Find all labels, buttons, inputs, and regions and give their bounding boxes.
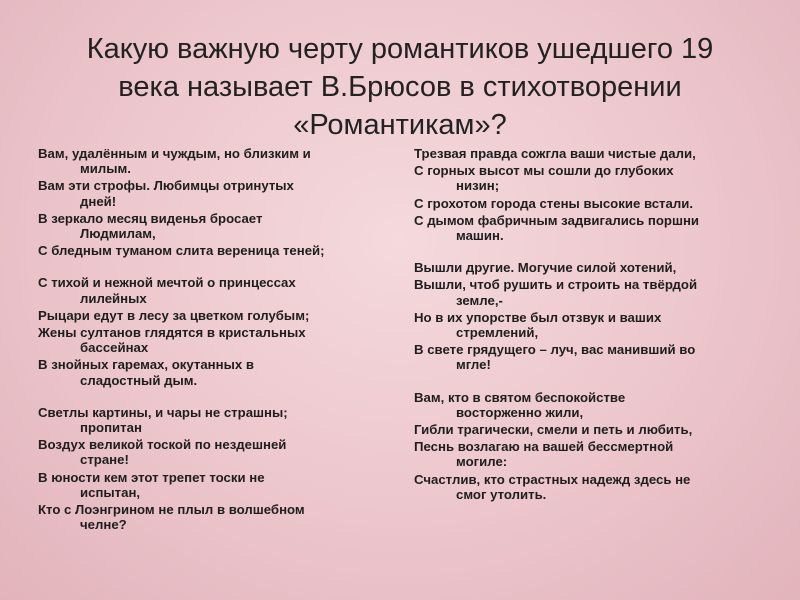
poem-line-text: Счастлив, кто страстных надежд здесь не xyxy=(414,471,691,487)
poem-line-text: Гибли трагически, смели и петь и любить, xyxy=(414,422,693,438)
poem-line-text: Вам, кто в святом беспокойстве xyxy=(414,389,626,405)
title-line-3: «Романтикам»? xyxy=(293,109,507,141)
poem-line xyxy=(38,178,406,208)
poem-line xyxy=(414,390,766,420)
poem-line-continuation: сладостный дым. xyxy=(80,372,198,388)
poem-line-continuation: испытан, xyxy=(80,484,141,500)
poem-line xyxy=(414,163,766,193)
poem-line-text: С горных высот мы сошли до глубоких xyxy=(414,163,674,179)
poem-line xyxy=(414,342,766,372)
poem-line-continuation: Людмилам, xyxy=(80,226,156,242)
poem-line-continuation: лилейных xyxy=(80,290,147,306)
poem-line-text: В свете грядущего – луч, вас манивший во xyxy=(414,342,696,358)
stanza-gap xyxy=(414,375,766,390)
stanza-gap xyxy=(38,260,406,275)
poem-line-continuation: дней! xyxy=(80,193,117,209)
poem-line-text: С грохотом города стены высокие встали. xyxy=(414,195,693,211)
poem-line-text: Вам, удалённым и чуждым, но близким и xyxy=(38,146,311,161)
poem-line-text: Вам эти строфы. Любимцы отринутых xyxy=(38,178,294,194)
poem-line-text: Жены султанов глядятся в кристальных xyxy=(38,325,306,341)
poem-line xyxy=(414,439,766,469)
poem-line-text: Воздух великой тоской по нездешней xyxy=(38,437,287,453)
poem-line-text: Но в их упорстве был отзвук и ваших xyxy=(414,309,662,325)
poem-line xyxy=(38,146,406,176)
poem-line-continuation: стремлений, xyxy=(456,325,539,341)
poem-line-text: Светлы картины, и чары не страшны; xyxy=(38,404,288,420)
poem-line xyxy=(38,275,406,305)
poem-line-text: С бледным туманом слита вереница теней; xyxy=(38,243,325,259)
poem-line-text: В зеркало месяц виденья бросает xyxy=(38,210,263,226)
poem-line-text: Вышли, чтоб рушить и строить на твёрдой xyxy=(414,277,698,293)
poem-line xyxy=(38,470,406,500)
poem-line-continuation: могиле: xyxy=(456,454,508,470)
stanza-gap xyxy=(38,390,406,405)
poem-line xyxy=(38,211,406,241)
poem-line-continuation: земле,- xyxy=(456,292,503,308)
poem-line-continuation: стране! xyxy=(80,452,129,468)
poem-line-text: Песнь возлагаю на вашей бессмертной xyxy=(414,439,674,455)
poem-line xyxy=(414,422,766,437)
poem-line-text: Трезвая правда сожгла ваши чистые дали, xyxy=(414,146,696,161)
poem-line xyxy=(414,277,766,307)
poem-line xyxy=(38,405,406,435)
poem-line-continuation: мгле! xyxy=(456,357,491,373)
poem-column-left xyxy=(38,146,406,534)
poem-column-right xyxy=(414,146,766,504)
poem-line-continuation: милым. xyxy=(80,161,131,177)
poem-line xyxy=(38,243,406,258)
poem-line-text: Вышли другие. Могучие силой хотений, xyxy=(414,260,677,276)
poem-line-text: Кто с Лоэнгрином не плыл в волшебном xyxy=(38,502,305,518)
poem-line xyxy=(414,213,766,243)
poem-line-text: В знойных гаремах, окутанных в xyxy=(38,357,254,373)
title-line-1: Какую важную черту романтиков ушедшего 19 xyxy=(86,33,714,65)
poem-line-text: С дымом фабричным задвигались поршни xyxy=(414,212,700,228)
poem-line-continuation: низин; xyxy=(456,178,500,194)
poem-line-continuation: челне? xyxy=(80,517,127,533)
poem-line-continuation: машин. xyxy=(456,228,504,244)
poem-line-continuation: бассейнах xyxy=(80,340,149,356)
poem-line-continuation: восторженно жили, xyxy=(456,404,584,420)
poem-line xyxy=(414,260,766,275)
poem-line-text: С тихой и нежной мечтой о принцессах xyxy=(38,275,296,291)
poem-line xyxy=(414,472,766,502)
poem-line xyxy=(38,437,406,467)
title-line-2: века называет В.Брюсов в стихотворении xyxy=(118,71,682,103)
slide-title xyxy=(40,30,760,144)
poem-line xyxy=(38,502,406,532)
poem-line xyxy=(414,196,766,211)
poem-line xyxy=(38,308,406,323)
poem-line xyxy=(38,325,406,355)
stanza-gap xyxy=(414,245,766,260)
poem-line-continuation: смог утолить. xyxy=(456,486,547,502)
poem-line xyxy=(414,310,766,340)
poem-line-text: В юности кем этот трепет тоски не xyxy=(38,469,265,485)
poem-line-text: Рыцари едут в лесу за цветком голубым; xyxy=(38,307,310,323)
poem-line xyxy=(38,357,406,387)
poem-line-continuation: пропитан xyxy=(80,420,142,436)
poem-line xyxy=(414,146,766,161)
